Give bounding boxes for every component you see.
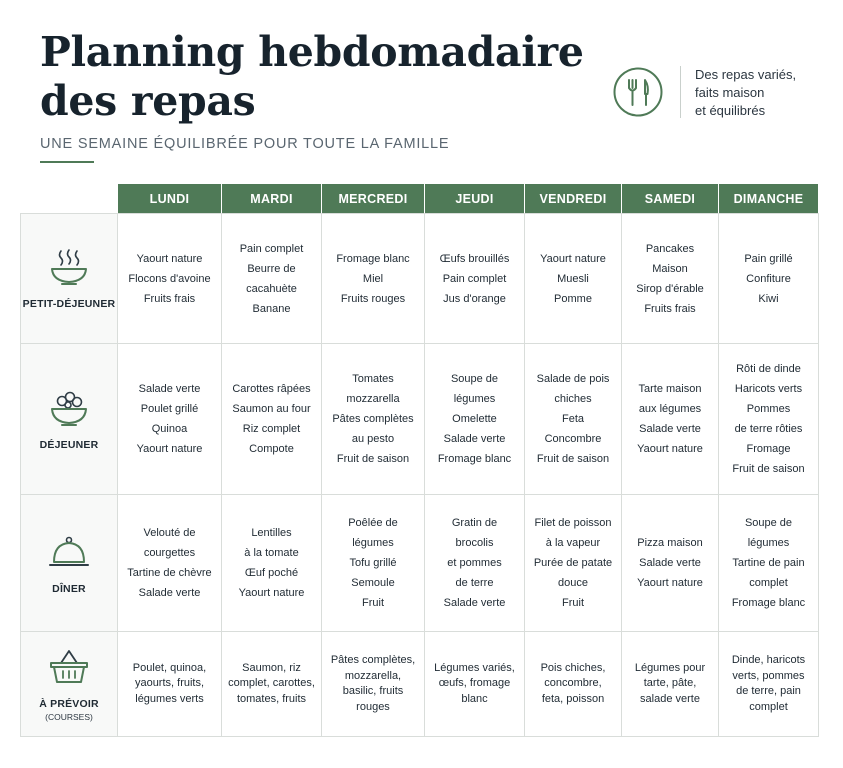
meal-cell xyxy=(322,344,425,495)
meal-item: Fromage xyxy=(746,443,791,455)
meal-cell xyxy=(719,213,819,344)
meal-item: Pois chiches, xyxy=(540,661,606,674)
row-label-text: À PRÉVOIR xyxy=(39,697,99,710)
meal-item: Soupe de xyxy=(450,373,499,385)
meal-item: Pain complet xyxy=(442,272,507,285)
meal-item: Tomates xyxy=(352,373,394,385)
meal-item: Fruit xyxy=(562,597,584,609)
meal-item: Légumes variés, xyxy=(434,661,515,674)
meal-cell xyxy=(118,213,222,344)
meal-item: à la vapeur xyxy=(545,537,601,549)
meal-item: basilic, fruits xyxy=(342,685,404,697)
meal-item: Kiwi xyxy=(758,292,779,305)
meal-item: Filet de poisson xyxy=(534,517,612,529)
meal-cell xyxy=(425,213,525,344)
day-header: DIMANCHE xyxy=(719,184,819,213)
meal-item: Œufs brouillés xyxy=(439,252,510,265)
meal-item: Fromage blanc xyxy=(437,453,512,465)
meal-cell xyxy=(322,495,425,632)
row-label xyxy=(20,495,118,632)
meal-item: et pommes xyxy=(447,557,502,569)
meal-item: Salade de pois xyxy=(536,373,610,385)
meal-cell xyxy=(525,632,622,737)
cloche-icon xyxy=(47,532,91,583)
day-header: JEUDI xyxy=(425,184,525,213)
meal-item: rouges xyxy=(356,700,390,713)
meal-cell xyxy=(622,344,719,495)
meal-item: Fruit xyxy=(362,597,384,609)
meal-cell xyxy=(222,632,322,737)
meal-item: à la tomate xyxy=(244,547,299,559)
meal-item: Jus d'orange xyxy=(443,292,506,305)
meal-item: Salade verte xyxy=(443,597,506,609)
meal-item: Miel xyxy=(362,272,384,285)
meal-cell xyxy=(622,632,719,737)
meal-item: tomates, fruits xyxy=(236,692,307,705)
meal-item: légumes xyxy=(747,537,790,549)
meal-item: légumes verts xyxy=(135,692,204,705)
header-divider xyxy=(680,66,681,118)
meal-item: Tartine de chèvre xyxy=(127,567,212,579)
meal-item: Gratin de xyxy=(451,517,498,529)
meal-item: Salade verte xyxy=(443,433,506,445)
meal-item: salade verte xyxy=(640,692,700,705)
meal-item: Salade verte xyxy=(138,587,201,599)
meal-item: Yaourt nature xyxy=(136,443,203,455)
meal-item: mozzarella, xyxy=(344,669,402,682)
meal-cell xyxy=(322,632,425,737)
meal-item: Carottes râpées xyxy=(232,383,311,395)
row-sublabel: (COURSES) xyxy=(45,711,93,722)
day-header: LUNDI xyxy=(118,184,222,213)
meal-item: Pâtes complètes xyxy=(332,413,414,425)
meal-item: Pain grillé xyxy=(744,252,793,265)
meal-cell xyxy=(719,632,819,737)
meal-item: Pizza maison xyxy=(637,537,703,549)
meal-item: Tartine de pain xyxy=(732,557,805,569)
meal-item: Purée de patate xyxy=(533,557,613,569)
subtitle-underline xyxy=(40,161,94,163)
meal-item: feta, poisson xyxy=(541,692,605,705)
meal-item: Dinde, haricots xyxy=(731,654,806,666)
meal-cell xyxy=(525,344,622,495)
row-label xyxy=(20,213,118,344)
meal-item: douce xyxy=(558,577,588,589)
meal-item: Riz complet xyxy=(242,423,301,435)
meal-cell xyxy=(719,495,819,632)
meal-item: Tofu grillé xyxy=(349,557,397,569)
meal-item: courgettes xyxy=(143,547,196,559)
meal-cell xyxy=(118,344,222,495)
meal-item: de terre, pain xyxy=(736,685,801,697)
day-header: SAMEDI xyxy=(622,184,719,213)
meal-item: concombre, xyxy=(544,677,602,690)
meal-item: Fruits frais xyxy=(644,302,696,315)
meal-item: Omelette xyxy=(452,413,497,425)
meal-item: Fromage blanc xyxy=(336,252,410,265)
meal-cell xyxy=(222,344,322,495)
day-header: MARDI xyxy=(222,184,322,213)
table-corner xyxy=(20,184,118,213)
meal-item: Lentilles xyxy=(251,527,292,539)
meal-item: Saumon, riz xyxy=(242,661,301,674)
tagline-line: Des repas variés, xyxy=(695,67,797,82)
meal-item: cacahuète xyxy=(246,282,297,295)
meal-cell xyxy=(222,495,322,632)
meal-item: chiches xyxy=(554,393,592,405)
meal-item: Muesli xyxy=(557,272,589,285)
salad-bowl-icon xyxy=(47,388,91,439)
meal-cell xyxy=(525,495,622,632)
meal-item: Yaourt nature xyxy=(136,252,203,265)
meal-item: complet xyxy=(749,700,788,713)
meal-cell xyxy=(222,213,322,344)
tagline-line: faits maison xyxy=(695,85,765,100)
meal-item: Yaourt nature xyxy=(238,587,305,599)
tagline xyxy=(695,66,835,120)
meal-item: Flocons d'avoine xyxy=(128,272,211,285)
meal-item: Banane xyxy=(252,302,291,315)
meal-cell xyxy=(118,632,222,737)
meal-item: Yaourt nature xyxy=(540,252,606,265)
meal-item: Poêlée de xyxy=(348,517,398,529)
meal-item: Œuf poché xyxy=(244,567,299,579)
meal-cell xyxy=(425,495,525,632)
meal-item: Pain complet xyxy=(239,242,304,255)
meal-item: verts, pommes xyxy=(732,669,805,682)
meal-item: Feta xyxy=(561,413,584,425)
meal-item: Salade verte xyxy=(639,423,701,435)
meal-item: Fromage blanc xyxy=(731,597,806,609)
meal-item: brocolis xyxy=(455,537,494,549)
meal-item: de terre xyxy=(455,577,494,589)
meal-item: Pomme xyxy=(554,292,592,305)
meal-cell xyxy=(322,213,425,344)
meal-plan-table xyxy=(20,184,819,737)
row-label xyxy=(20,632,118,737)
meal-item: œufs, fromage xyxy=(438,677,511,690)
meal-item: Poulet grillé xyxy=(140,403,199,415)
meal-item: Soupe de xyxy=(744,517,793,529)
meal-item: au pesto xyxy=(351,433,395,445)
meal-item: Fruit de saison xyxy=(732,463,805,475)
row-label-text: PETIT-DÉJEUNER xyxy=(22,298,116,310)
meal-item: mozzarella xyxy=(346,393,400,405)
meal-item: Pancakes xyxy=(645,242,695,255)
meal-item: complet, carottes, xyxy=(228,677,315,690)
row-label xyxy=(20,344,118,495)
page-title: Planning hebdomadaire des repas xyxy=(40,28,584,125)
meal-item: Concombre xyxy=(544,433,602,445)
meal-cell xyxy=(719,344,819,495)
meal-item: Confiture xyxy=(746,272,791,285)
meal-item: Tarte maison xyxy=(638,383,702,395)
meal-cell xyxy=(622,495,719,632)
tagline-line: et équilibrés xyxy=(695,103,766,118)
meal-item: blanc xyxy=(461,692,488,705)
row-label-text: DÉJEUNER xyxy=(39,438,99,451)
meal-item: Pommes xyxy=(746,403,791,415)
row-label-text: DÎNER xyxy=(52,582,86,595)
meal-cell xyxy=(622,213,719,344)
meal-item: Sirop d'érable xyxy=(636,282,704,295)
meal-item: Légumes pour xyxy=(634,661,706,674)
meal-item: légumes xyxy=(453,393,496,405)
meal-item: Salade verte xyxy=(639,557,701,569)
meal-item: Quinoa xyxy=(151,423,188,435)
meal-cell xyxy=(118,495,222,632)
meal-item: de terre rôties xyxy=(734,423,803,435)
day-header: MERCREDI xyxy=(322,184,425,213)
meal-item: Semoule xyxy=(351,577,395,589)
meal-item: Fruits frais xyxy=(143,292,196,305)
meal-item: Rôti de dinde xyxy=(736,363,801,375)
meal-item: Poulet, quinoa, xyxy=(132,661,207,674)
meal-cell xyxy=(525,213,622,344)
day-header: VENDREDI xyxy=(525,184,622,213)
meal-item: légumes xyxy=(352,537,394,549)
meal-cell xyxy=(425,344,525,495)
page-subtitle: UNE SEMAINE ÉQUILIBRÉE POUR TOUTE LA FAMILLE xyxy=(40,136,450,152)
meal-item: Compote xyxy=(249,443,294,455)
meal-item: Yaourt nature xyxy=(637,577,703,589)
meal-item: Pâtes complètes, xyxy=(330,654,416,666)
meal-item: Fruit de saison xyxy=(336,453,410,465)
meal-item: complet xyxy=(749,577,788,589)
fork-knife-icon xyxy=(612,66,664,118)
meal-item: Fruit de saison xyxy=(536,453,610,465)
meal-item: Yaourt nature xyxy=(637,443,703,455)
meal-item: Saumon au four xyxy=(232,403,311,415)
meal-item: Haricots verts xyxy=(734,383,803,395)
meal-item: tarte, pâte, xyxy=(643,677,697,690)
meal-item: Velouté de xyxy=(143,527,196,539)
meal-cell xyxy=(425,632,525,737)
meal-item: Salade verte xyxy=(138,383,201,395)
bowl-icon xyxy=(47,247,91,298)
meal-item: Beurre de xyxy=(247,262,296,275)
meal-item: Fruits rouges xyxy=(340,292,406,305)
meal-item: aux légumes xyxy=(638,403,702,415)
basket-icon xyxy=(47,647,91,698)
meal-item: Maison xyxy=(652,262,688,275)
meal-item: yaourts, fruits, xyxy=(134,677,205,690)
